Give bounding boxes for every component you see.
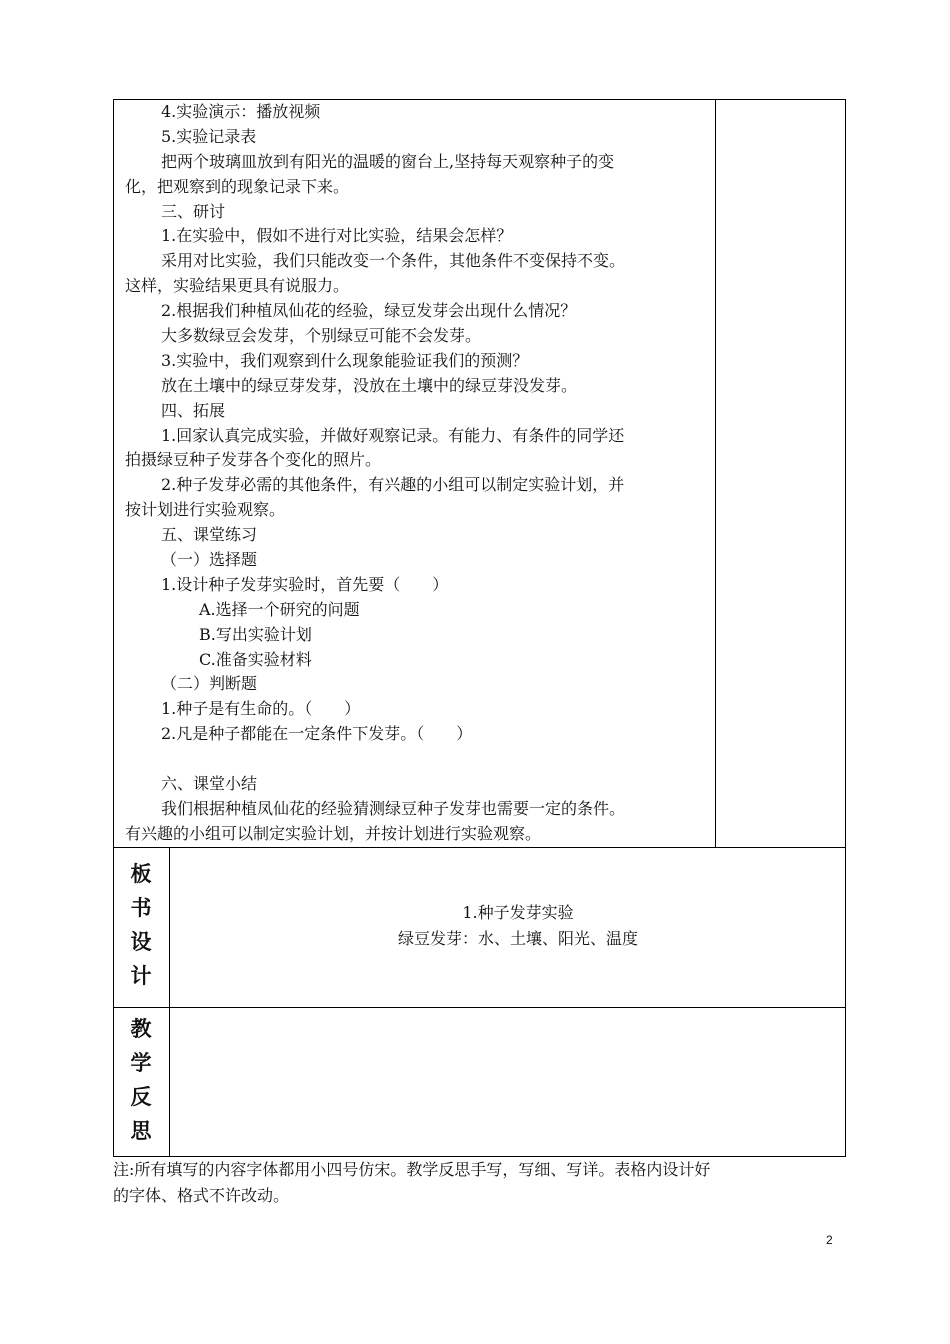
reflection-label	[113, 1012, 169, 1148]
body-line: 拍摄绿豆种子发芽各个变化的照片。	[125, 450, 382, 470]
table-row-divider-1	[113, 847, 846, 848]
page-number: 2	[826, 1233, 833, 1247]
body-line: （二）判断题	[161, 674, 258, 694]
body-line: 1.种子是有生命的。（ ）	[161, 699, 361, 719]
body-line: 按计划进行实验观察。	[125, 500, 286, 520]
board-design-detail: 绿豆发芽：水、土壤、阳光、温度	[397, 929, 638, 948]
body-line: 有兴趣的小组可以制定实验计划，并按计划进行实验观察。	[125, 823, 542, 843]
body-line: 三、研讨	[161, 201, 226, 221]
footnote-line: 注:所有填写的内容字体都用小四号仿宋。教学反思手写，写细、写详。表格内设计好	[113, 1160, 711, 1179]
board-design-char: 板	[130, 862, 152, 886]
body-line: 5.实验记录表	[161, 126, 257, 146]
body-line: 2.种子发芽必需的其他条件，有兴趣的小组可以制定实验计划，并	[161, 475, 625, 495]
body-line: 2.根据我们种植凤仙花的经验，绿豆发芽会出现什么情况？	[161, 301, 577, 321]
body-line: 1.回家认真完成实验，并做好观察记录。有能力、有条件的同学还	[161, 425, 625, 445]
board-design-content	[170, 900, 846, 952]
body-line: 1.在实验中，假如不进行对比实验，结果会怎样？	[161, 226, 513, 246]
board-design-char: 设	[130, 930, 152, 954]
table-row-divider-2	[113, 1007, 846, 1008]
footnote-line: 的字体、格式不许改动。	[113, 1186, 290, 1205]
body-line: 采用对比实验，我们只能改变一个条件，其他条件不变保持不变。	[161, 251, 626, 271]
reflection-char: 教	[130, 1017, 152, 1041]
body-line	[125, 747, 715, 772]
body-line: （一）选择题	[161, 550, 258, 570]
body-line: 四、拓展	[161, 400, 226, 420]
body-line: 五、课堂练习	[161, 525, 258, 545]
body-line: 3.实验中，我们观察到什么现象能验证我们的预测？	[161, 350, 529, 370]
body-line: 2.凡是种子都能在一定条件下发芽。（ ）	[161, 724, 473, 744]
reflection-char: 反	[130, 1085, 152, 1109]
body-line: 化，把观察到的现象记录下来。	[125, 176, 350, 196]
body-line: 这样，实验结果更具有说服力。	[125, 276, 350, 296]
body-line: B.写出实验计划	[199, 624, 312, 644]
reflection-char: 学	[130, 1051, 152, 1075]
body-line: 六、课堂小结	[161, 774, 258, 794]
reflection-char: 思	[130, 1119, 152, 1143]
body-line: 4.实验演示：播放视频	[161, 102, 321, 121]
board-design-char: 书	[130, 896, 152, 920]
table-divider-label	[169, 847, 170, 1157]
lesson-body	[125, 100, 715, 847]
body-line: 放在土壤中的绿豆芽发芽，没放在土壤中的绿豆芽没发芽。	[161, 375, 578, 395]
body-line: 把两个玻璃皿放到有阳光的温暖的窗台上,坚持每天观察种子的变	[161, 151, 615, 171]
body-line: 1.设计种子发芽实验时，首先要（ ）	[161, 574, 449, 594]
board-design-title: 1.种子发芽实验	[462, 903, 574, 922]
board-design-char: 计	[130, 964, 152, 988]
footnote	[113, 1157, 848, 1209]
body-line: 大多数绿豆会发芽，个别绿豆可能不会发芽。	[161, 326, 482, 346]
body-line: A.选择一个研究的问题	[199, 599, 360, 619]
board-design-label	[113, 857, 169, 993]
table-divider-right	[715, 99, 716, 848]
body-line: 我们根据种植凤仙花的经验猜测绿豆种子发芽也需要一定的条件。	[161, 798, 626, 818]
body-line: C.准备实验材料	[199, 649, 312, 669]
